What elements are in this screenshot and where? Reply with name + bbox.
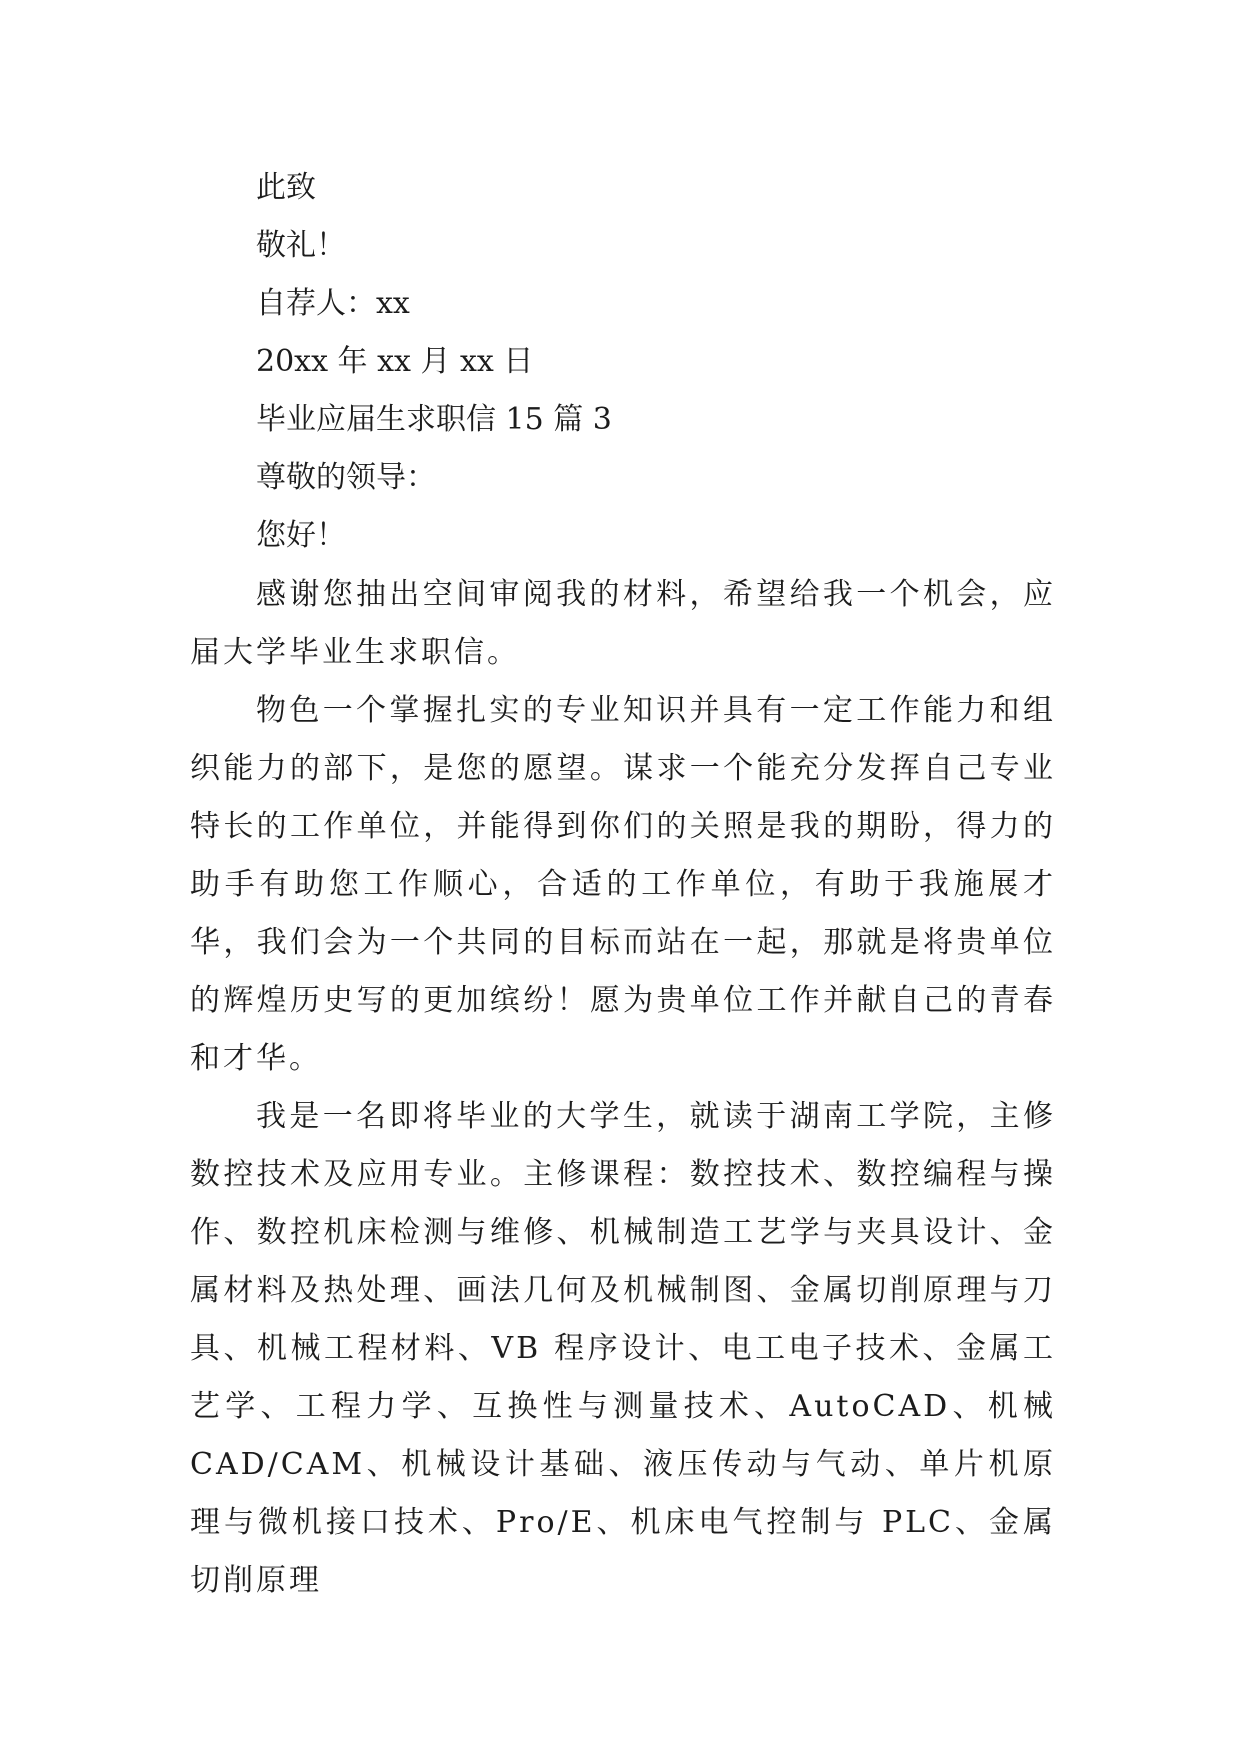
body-paragraph-2: 物色一个掌握扎实的专业知识并具有一定工作能力和组织能力的部下，是您的愿望。谋求一个能充分发挥自己专业特长的工作单位，并能得到你们的关照是我的期盼，得力的助手有助您工作顺心，合适的工作单位，有助于我施展才华，我们会为一个共同的目标而站在一起，那就是将贵单位的辉煌历史写的更加缤纷！愿为贵单位工作并献自己的青春和才华。 — [190, 693, 1056, 1076]
letter-heading: 毕业应届生求职信 15 篇 3 — [256, 402, 612, 437]
body-paragraph-3: 我是一名即将毕业的大学生，就读于湖南工学院，主修数控技术及应用专业。主修课程：数控技术、数控编程与操作、数控机床检测与维修、机械制造工艺学与夹具设计、金属材料及热处理、画法几何及机械制图、金属切削原理与刀具、机械工程材料、VB 程序设计、电工电子技术、金属工艺学、工程力学、互换性与测量技术、AutoCAD、机械 CAD/CAM、机械设计基础、液压传动与气动、单片机原理与微机接口技术、Pro/E、机床电气控制与 PLC、金属切削原理 — [190, 1099, 1056, 1598]
closing-line-1: 此致 — [256, 170, 316, 205]
signer-line: 自荐人：xx — [256, 286, 410, 321]
salutation: 尊敬的领导： — [256, 460, 436, 495]
closing-line-2: 敬礼！ — [256, 228, 346, 263]
date-line: 20xx 年 xx 月 xx 日 — [256, 344, 534, 379]
greeting: 您好！ — [256, 518, 346, 553]
body-paragraph-1: 感谢您抽出空间审阅我的材料，希望给我一个机会，应届大学毕业生求职信。 — [190, 577, 1056, 670]
